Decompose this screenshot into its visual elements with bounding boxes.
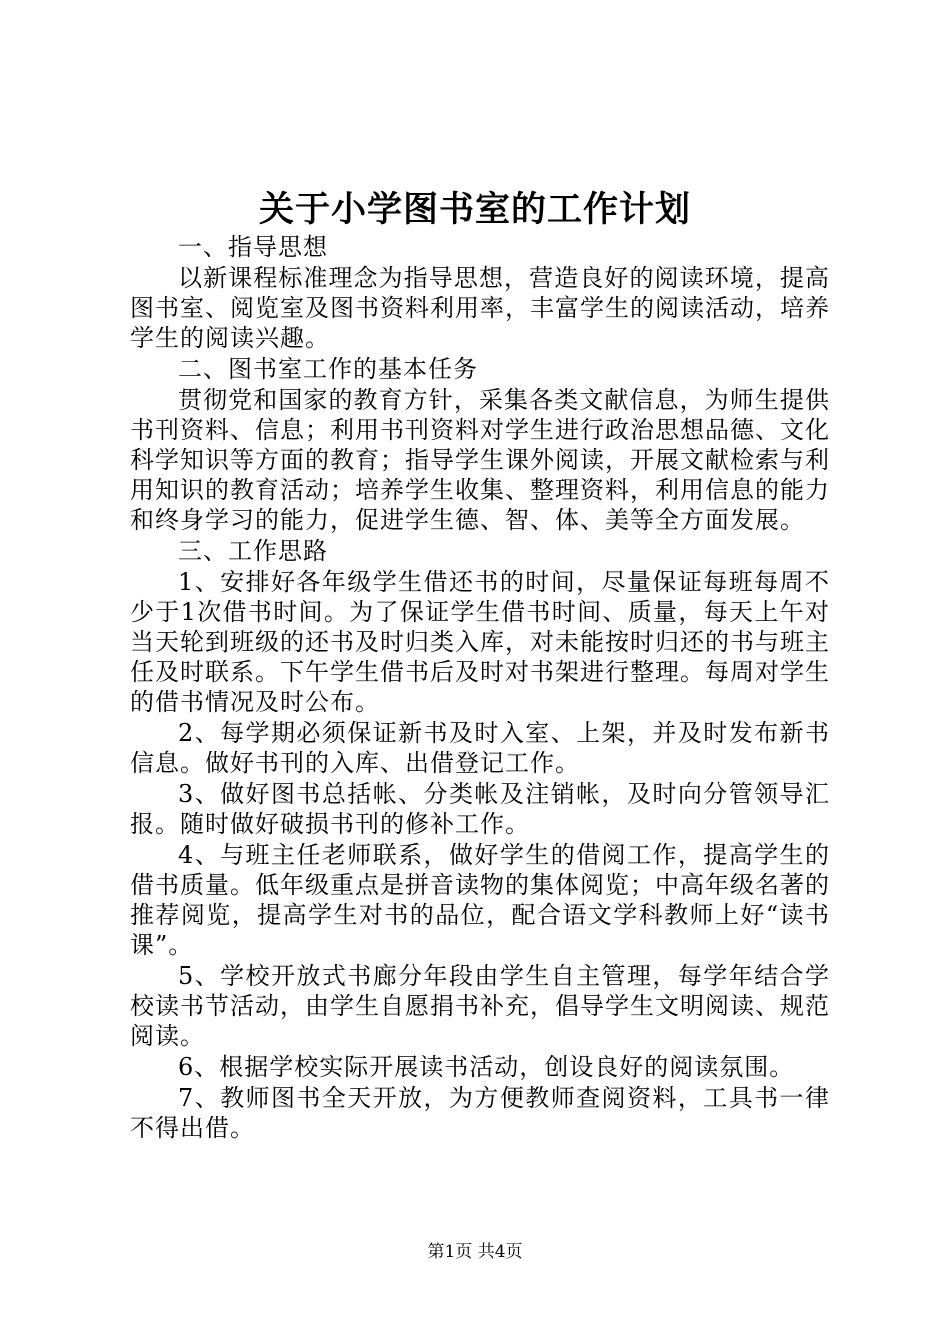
section-heading-guiding-ideology: 一、指导思想: [178, 233, 328, 261]
list-item: 3、做好图书总括帐、分类帐及注销帐，及时向分管领导汇报。随时做好破损书刊的修补工作。: [130, 780, 830, 838]
list-item: 4、与班主任老师联系，做好学生的借阅工作，提高学生的借书质量。低年级重点是拼音读物的集体阅览；中高年级名著的推荐阅览，提高学生对书的品位，配合语文学科教师上好“读书课”。: [130, 841, 830, 959]
list-item: 5、学校开放式书廊分年段由学生自主管理，每学年结合学校读书节活动，由学生自愿捐书补充，倡导学生文明阅读、规范阅读。: [130, 962, 830, 1050]
paragraph: 以新课程标准理念为指导思想，营造良好的阅读环境，提高图书室、阅览室及图书资料利用率，丰富学生的阅读活动，培养学生的阅读兴趣。: [130, 264, 830, 352]
list-item: 2、每学期必须保证新书及时入室、上架，并及时发布新书信息。做好书刊的入库、出借登记工作。: [130, 719, 830, 777]
document-body: [130, 232, 830, 1144]
section-heading-work-approach: 三、工作思路: [178, 537, 328, 565]
document-title: 关于小学图书室的工作计划: [258, 189, 691, 230]
paragraph: 贯彻党和国家的教育方针，采集各类文献信息，为师生提供书刊资料、信息；利用书刊资料对学生进行政治思想品德、文化科学知识等方面的教育；指导学生课外阅读，开展文献检索与利用知识的教育活动；培养学生收集、整理资料，利用信息的能力和终身学习的能力，促进学生德、智、体、美等全方面发展。: [130, 386, 830, 534]
page-footer: 第1页 共4页: [427, 1242, 523, 1262]
list-item: 6、根据学校实际开展读书活动，创设良好的阅读氛围。: [178, 1053, 795, 1081]
list-item: 7、教师图书全天开放，为方便教师查阅资料，工具书一律不得出借。: [130, 1084, 830, 1142]
section-heading-basic-tasks: 二、图书室工作的基本任务: [178, 355, 478, 383]
list-item: 1、安排好各年级学生借还书的时间，尽量保证每班每周不少于1次借书时间。为了保证学生借书时间、质量，每天上午对当天轮到班级的还书及时归类入库，对未能按时归还的书与班主任及时联系。下午学生借书后及时对书架进行整理。每周对学生的借书情况及时公布。: [130, 568, 830, 716]
